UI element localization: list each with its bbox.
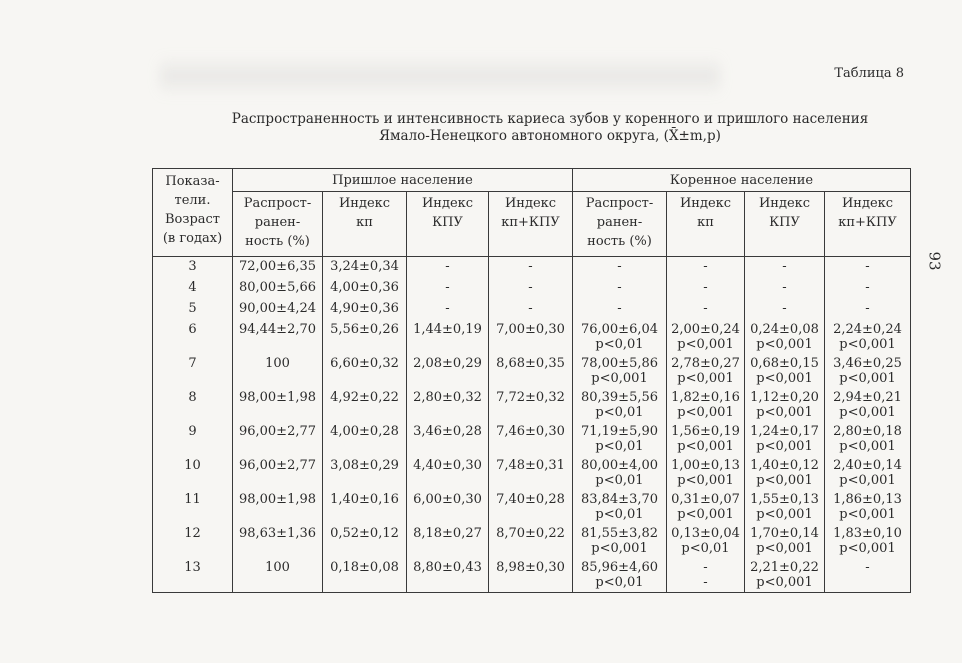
cell-line: p<0,01 [595, 337, 644, 352]
cell-line: 1,12±0,20 [750, 390, 819, 405]
cell-line: 1,83±0,10 [833, 526, 902, 541]
cell-line: Индекс [758, 196, 811, 211]
cell-line: 80,39±5,56 [580, 390, 659, 405]
value-cell [745, 278, 825, 299]
cell-line: - [865, 259, 870, 274]
cell-line: кп+КПУ [838, 215, 897, 230]
cell-line: 1,86±0,13 [833, 492, 902, 507]
value-cell [407, 490, 489, 524]
cell-line: p<0,001 [756, 473, 813, 488]
cell-line: - [528, 280, 533, 295]
table-row [153, 422, 911, 456]
value-cell [745, 299, 825, 320]
cell-line: 71,19±5,90 [580, 424, 659, 439]
value-cell [745, 388, 825, 422]
cell-line: 1,82±0,16 [671, 390, 740, 405]
value-cell [667, 299, 745, 320]
value-cell [825, 558, 911, 593]
value-cell [407, 320, 489, 354]
cell-line: 8,98±0,30 [496, 560, 565, 575]
table-row [153, 388, 911, 422]
value-cell [825, 299, 911, 320]
cell-line: - [445, 301, 450, 316]
cell-line: p<0,01 [595, 575, 644, 590]
table-row [153, 257, 911, 279]
value-cell [489, 524, 573, 558]
cell-line: Индекс [841, 196, 894, 211]
value-cell [573, 320, 667, 354]
value-cell [825, 524, 911, 558]
cell-line: - [703, 301, 708, 316]
value-cell [573, 558, 667, 593]
cell-line: 6,00±0,30 [413, 492, 482, 507]
table-row [153, 490, 911, 524]
value-cell [233, 490, 323, 524]
cell-line: p<0,01 [595, 405, 644, 420]
cell-line: p<0,001 [839, 405, 896, 420]
cell-line: 1,44±0,19 [413, 322, 482, 337]
value-cell [407, 524, 489, 558]
value-cell [489, 490, 573, 524]
cell-line: - [617, 280, 622, 295]
value-cell [233, 278, 323, 299]
value-cell [407, 388, 489, 422]
column-header [573, 192, 667, 257]
value-cell [407, 299, 489, 320]
cell-line: ность (%) [245, 234, 310, 249]
value-cell [667, 490, 745, 524]
cell-line: 2,80±0,18 [833, 424, 902, 439]
value-cell [489, 558, 573, 593]
cell-line: p<0,01 [595, 439, 644, 454]
cell-line: 100 [265, 356, 290, 371]
value-cell [489, 299, 573, 320]
cell-line: 1,70±0,14 [750, 526, 819, 541]
column-header [745, 192, 825, 257]
value-cell [745, 558, 825, 593]
value-cell [667, 456, 745, 490]
value-cell [667, 388, 745, 422]
cell-line: p<0,01 [681, 541, 730, 556]
cell-line: - [782, 259, 787, 274]
cell-line: - [865, 560, 870, 575]
cell-line: 3,24±0,34 [330, 259, 399, 274]
cell-line: кп [356, 215, 373, 230]
cell-line: p<0,001 [756, 507, 813, 522]
cell-line: 96,00±2,77 [238, 458, 317, 473]
cell-line: 8,80±0,43 [413, 560, 482, 575]
value-cell [573, 422, 667, 456]
value-cell [407, 422, 489, 456]
cell-line: 1,40±0,12 [750, 458, 819, 473]
table-title [120, 111, 962, 145]
cell-line: Индекс [338, 196, 391, 211]
value-cell [667, 354, 745, 388]
value-cell [233, 558, 323, 593]
cell-line: ранен- [596, 215, 643, 230]
value-cell [825, 320, 911, 354]
value-cell [825, 422, 911, 456]
caries-table [152, 168, 911, 593]
age-cell: 5 [153, 299, 233, 320]
cell-line: 6,60±0,32 [330, 356, 399, 371]
cell-line: p<0,001 [677, 473, 734, 488]
cell-line: 1,24±0,17 [750, 424, 819, 439]
cell-line: 2,78±0,27 [671, 356, 740, 371]
cell-line: 3,46±0,28 [413, 424, 482, 439]
cell-line: p<0,001 [756, 371, 813, 386]
cell-line: 100 [265, 560, 290, 575]
table-row [153, 456, 911, 490]
table-row [153, 558, 911, 593]
cell-line: 2,94±0,21 [833, 390, 902, 405]
cell-line: p<0,001 [756, 575, 813, 590]
cell-line: p<0,001 [756, 337, 813, 352]
value-cell [667, 524, 745, 558]
cell-line: - [528, 259, 533, 274]
cell-line: 7,46±0,30 [496, 424, 565, 439]
cell-line: p<0,001 [756, 439, 813, 454]
cell-line: - [782, 280, 787, 295]
value-cell [407, 456, 489, 490]
title-line-2: Ямало-Ненецкого автономного округа, (X̄±m,p) [379, 128, 721, 144]
cell-line: p<0,001 [839, 541, 896, 556]
value-cell [573, 456, 667, 490]
value-cell [489, 422, 573, 456]
cell-line: 8,18±0,27 [413, 526, 482, 541]
cell-line: - [703, 575, 708, 590]
cell-line: Показа- [165, 174, 220, 189]
value-cell [745, 320, 825, 354]
value-cell [323, 354, 407, 388]
cell-line: 2,08±0,29 [413, 356, 482, 371]
value-cell [323, 320, 407, 354]
value-cell [667, 257, 745, 279]
value-cell [233, 388, 323, 422]
cell-line: 90,00±4,24 [238, 301, 317, 316]
value-cell [323, 558, 407, 593]
cell-line: 5,56±0,26 [330, 322, 399, 337]
value-cell [745, 257, 825, 279]
value-cell [745, 524, 825, 558]
cell-line: 81,55±3,82 [580, 526, 659, 541]
cell-line: 2,80±0,32 [413, 390, 482, 405]
cell-line: Индекс [679, 196, 732, 211]
cell-line: p<0,001 [839, 337, 896, 352]
age-cell: 4 [153, 278, 233, 299]
age-cell: 13 [153, 558, 233, 593]
table-row [153, 320, 911, 354]
cell-line: 7,40±0,28 [496, 492, 565, 507]
age-header [153, 169, 233, 257]
value-cell [323, 278, 407, 299]
cell-line: 2,00±0,24 [671, 322, 740, 337]
table-number: Таблица 8 [834, 66, 904, 81]
cell-line: 2,40±0,14 [833, 458, 902, 473]
cell-line: 72,00±6,35 [238, 259, 317, 274]
cell-line: p<0,001 [839, 439, 896, 454]
value-cell [489, 257, 573, 279]
cell-line: 2,21±0,22 [750, 560, 819, 575]
cell-line: p<0,001 [677, 439, 734, 454]
value-cell [573, 299, 667, 320]
value-cell [407, 354, 489, 388]
cell-line: p<0,001 [756, 405, 813, 420]
cell-line: КПУ [769, 215, 800, 230]
cell-line: p<0,001 [677, 371, 734, 386]
value-cell [825, 278, 911, 299]
cell-line: Индекс [504, 196, 557, 211]
cell-line: - [865, 301, 870, 316]
cell-line: (в годах) [162, 231, 223, 246]
table-row [153, 354, 911, 388]
cell-line: p<0,001 [591, 541, 648, 556]
column-header [233, 192, 323, 257]
age-cell: 9 [153, 422, 233, 456]
cell-line: 4,40±0,30 [413, 458, 482, 473]
cell-line: p<0,001 [591, 371, 648, 386]
cell-line: 7,72±0,32 [496, 390, 565, 405]
cell-line: 94,44±2,70 [238, 322, 317, 337]
cell-line: 7,48±0,31 [496, 458, 565, 473]
age-cell: 3 [153, 257, 233, 279]
cell-line: p<0,001 [839, 371, 896, 386]
value-cell [489, 320, 573, 354]
cell-line: Возраст [164, 212, 220, 227]
cell-line: 7,00±0,30 [496, 322, 565, 337]
cell-line: p<0,01 [595, 473, 644, 488]
value-cell [825, 456, 911, 490]
cell-line: 1,56±0,19 [671, 424, 740, 439]
cell-line: ность (%) [587, 234, 652, 249]
cell-line: p<0,001 [839, 507, 896, 522]
value-cell [573, 524, 667, 558]
cell-line: 3,08±0,29 [330, 458, 399, 473]
value-cell [407, 558, 489, 593]
table-row [153, 299, 911, 320]
table-row [153, 524, 911, 558]
cell-line: 4,00±0,36 [330, 280, 399, 295]
cell-line: 0,13±0,04 [671, 526, 740, 541]
cell-line: 0,52±0,12 [330, 526, 399, 541]
value-cell [323, 490, 407, 524]
cell-line: - [703, 259, 708, 274]
value-cell [489, 456, 573, 490]
value-cell [573, 388, 667, 422]
column-header [489, 192, 573, 257]
cell-line: p<0,001 [839, 473, 896, 488]
cell-line: 80,00±5,66 [238, 280, 317, 295]
value-cell [667, 422, 745, 456]
cell-line: КПУ [432, 215, 463, 230]
cell-line: - [445, 259, 450, 274]
value-cell [489, 278, 573, 299]
value-cell [825, 490, 911, 524]
cell-line: 78,00±5,86 [580, 356, 659, 371]
value-cell [573, 354, 667, 388]
value-cell [233, 422, 323, 456]
value-cell [323, 524, 407, 558]
cell-line: Распрост- [585, 196, 654, 211]
value-cell [233, 524, 323, 558]
value-cell [323, 299, 407, 320]
cell-line: 0,68±0,15 [750, 356, 819, 371]
cell-line: 3,46±0,25 [833, 356, 902, 371]
cell-line: 96,00±2,77 [238, 424, 317, 439]
cell-line: - [782, 301, 787, 316]
cell-line: 85,96±4,60 [580, 560, 659, 575]
value-cell [573, 490, 667, 524]
cell-line: ранен- [254, 215, 301, 230]
cell-line: 0,24±0,08 [750, 322, 819, 337]
value-cell [323, 257, 407, 279]
cell-line: кп [697, 215, 714, 230]
cell-line: 76,00±6,04 [580, 322, 659, 337]
cell-line: p<0,001 [677, 337, 734, 352]
cell-line: 8,70±0,22 [496, 526, 565, 541]
age-cell: 8 [153, 388, 233, 422]
title-line-1: Распространенность и интенсивность кариеса зубов у коренного и пришлого населения [231, 111, 869, 127]
value-cell [489, 388, 573, 422]
cell-line: - [703, 280, 708, 295]
age-cell: 10 [153, 456, 233, 490]
cell-line: - [865, 280, 870, 295]
cell-line: 8,68±0,35 [496, 356, 565, 371]
group-migrant-header: Пришлое население [233, 169, 573, 192]
column-header [323, 192, 407, 257]
cell-line: кп+КПУ [501, 215, 560, 230]
cell-line: - [528, 301, 533, 316]
value-cell [489, 354, 573, 388]
age-cell: 6 [153, 320, 233, 354]
value-cell [667, 278, 745, 299]
cell-line: p<0,001 [677, 507, 734, 522]
cell-line: 4,90±0,36 [330, 301, 399, 316]
value-cell [233, 456, 323, 490]
subheader-row [153, 192, 911, 257]
page-number: 93 [925, 251, 944, 271]
cell-line: p<0,001 [756, 541, 813, 556]
cell-line: - [617, 301, 622, 316]
table-row [153, 278, 911, 299]
age-cell: 11 [153, 490, 233, 524]
cell-line: p<0,01 [595, 507, 644, 522]
value-cell [573, 278, 667, 299]
cell-line: - [703, 560, 708, 575]
value-cell [745, 456, 825, 490]
column-header [667, 192, 745, 257]
cell-line: Распрост- [243, 196, 312, 211]
value-cell [233, 257, 323, 279]
cell-line: 2,24±0,24 [833, 322, 902, 337]
value-cell [667, 320, 745, 354]
scan-shadow [160, 56, 720, 96]
group-native-header: Коренное население [573, 169, 911, 192]
value-cell [825, 257, 911, 279]
value-cell [745, 422, 825, 456]
cell-line: 0,31±0,07 [671, 492, 740, 507]
cell-line: - [445, 280, 450, 295]
header-row [153, 169, 911, 192]
value-cell [233, 299, 323, 320]
value-cell [233, 320, 323, 354]
value-cell [323, 456, 407, 490]
value-cell [825, 388, 911, 422]
cell-line: 1,40±0,16 [330, 492, 399, 507]
cell-line: 98,63±1,36 [238, 526, 317, 541]
value-cell [407, 257, 489, 279]
cell-line: 4,00±0,28 [330, 424, 399, 439]
value-cell [323, 388, 407, 422]
cell-line: 0,18±0,08 [330, 560, 399, 575]
cell-line: тели. [174, 193, 211, 208]
cell-line: 4,92±0,22 [330, 390, 399, 405]
value-cell [745, 354, 825, 388]
age-cell: 12 [153, 524, 233, 558]
column-header [407, 192, 489, 257]
cell-line: 98,00±1,98 [238, 492, 317, 507]
cell-line: Индекс [421, 196, 474, 211]
value-cell [233, 354, 323, 388]
value-cell [407, 278, 489, 299]
value-cell [745, 490, 825, 524]
value-cell [573, 257, 667, 279]
cell-line: 1,00±0,13 [671, 458, 740, 473]
cell-line: p<0,001 [677, 405, 734, 420]
value-cell [825, 354, 911, 388]
cell-line: - [617, 259, 622, 274]
value-cell [667, 558, 745, 593]
cell-line: 83,84±3,70 [580, 492, 659, 507]
column-header [825, 192, 911, 257]
cell-line: 98,00±1,98 [238, 390, 317, 405]
value-cell [323, 422, 407, 456]
age-cell: 7 [153, 354, 233, 388]
cell-line: 80,00±4,00 [580, 458, 659, 473]
cell-line: 1,55±0,13 [750, 492, 819, 507]
